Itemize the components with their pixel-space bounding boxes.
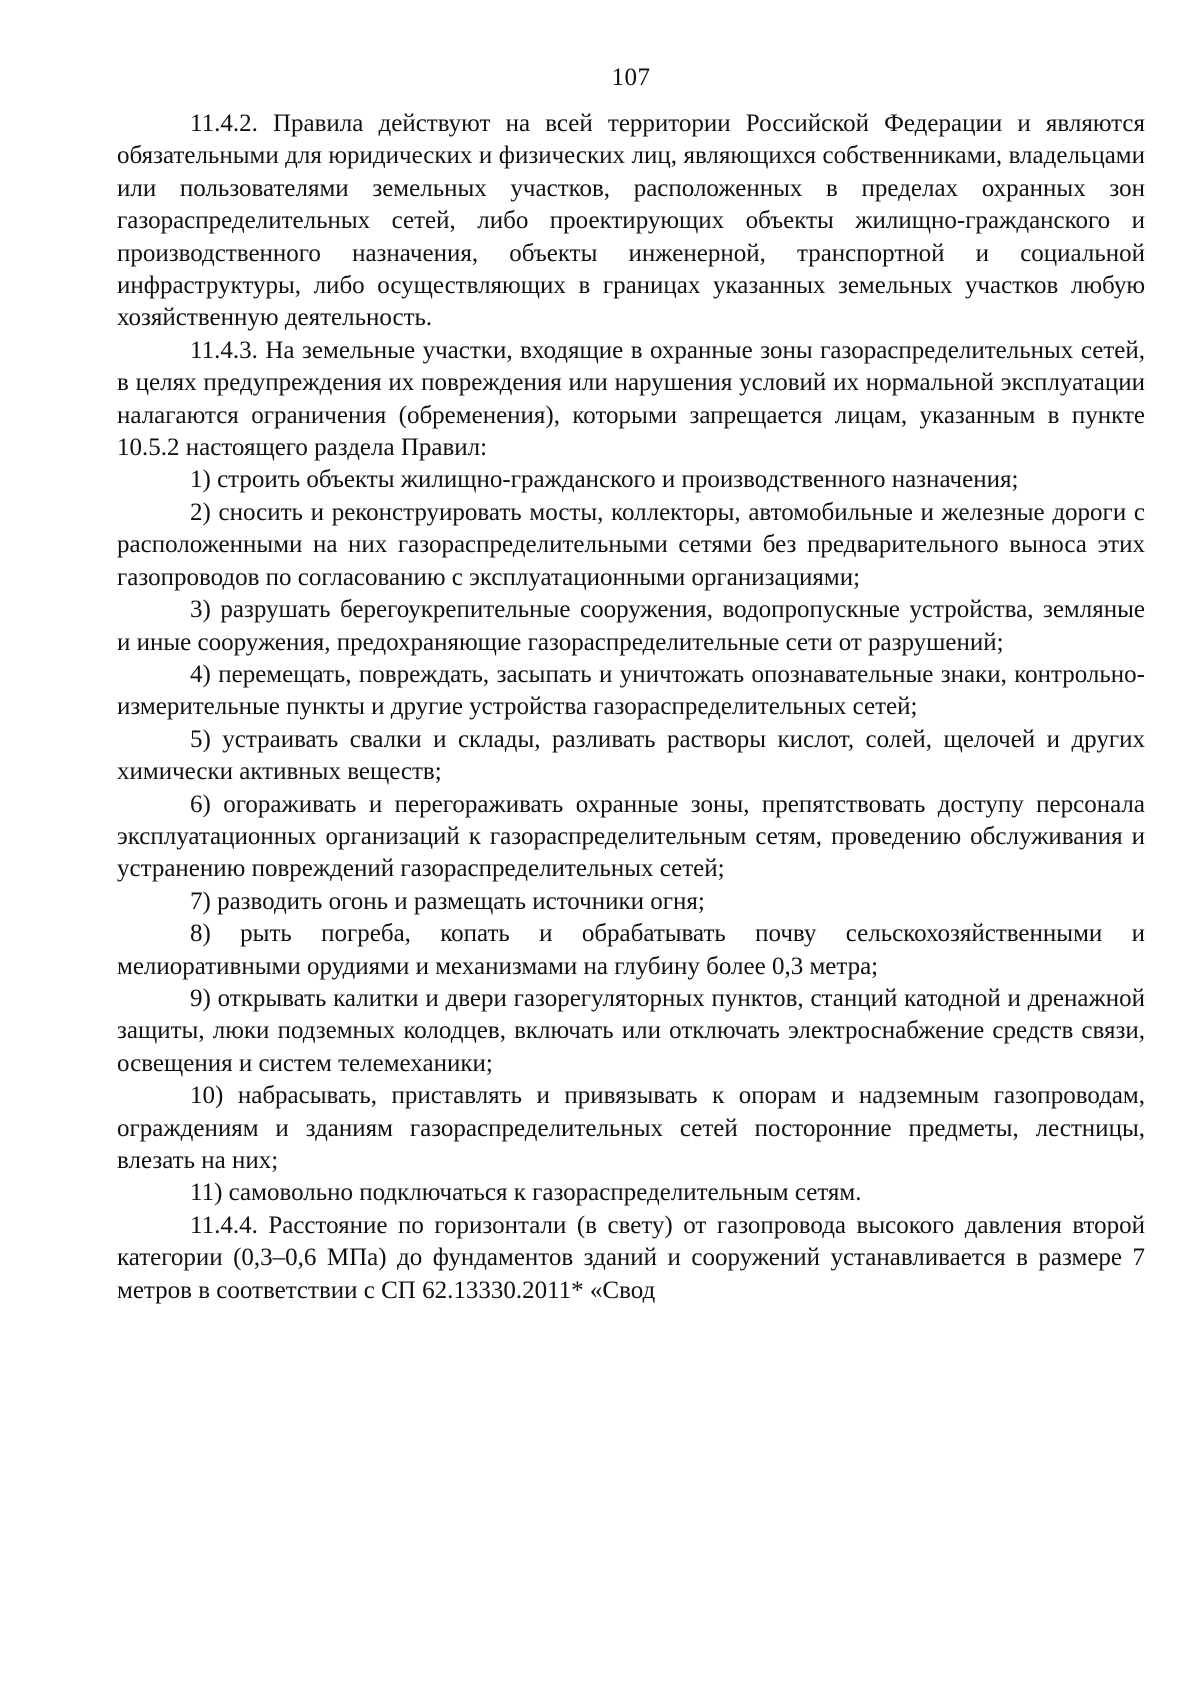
list-item-5: 5) устраивать свалки и склады, разливать растворы кислот, солей, щелочей и других химически активных веществ; xyxy=(117,725,1145,786)
list-item-2: 2) сносить и реконструировать мосты, коллекторы, автомобильные и железные дороги с расположенными на них газораспределительными сетями без предварительного выноса этих газопроводов по согласованию с эксплуатационными организациями; xyxy=(117,498,1145,591)
list-item-11: 11) самовольно подключаться к газораспределительным сетям. xyxy=(190,1179,862,1207)
list-item-9: 9) открывать калитки и двери газорегуляторных пунктов, станций катодной и дренажной защиты, люки подземных колодцев, включать или отключать электроснабжение средств связи, освещения и систем телемеханики; xyxy=(117,984,1145,1077)
list-item-4: 4) перемещать, повреждать, засыпать и уничтожать опознавательные знаки, контрольно-измерительные пункты и другие устройства газораспределительных сетей; xyxy=(117,660,1145,721)
list-item-3: 3) разрушать берегоукрепительные сооружения, водопропускные устройства, земляные и иные сооружения, предохраняющие газораспределительные сети от разрушений; xyxy=(117,596,1145,656)
paragraph-11-4-3: 11.4.3. На земельные участки, входящие в охранные зоны газораспределительных сетей, в целях предупреждения их повреждения или нарушения условий их нормальной эксплуатации налагаются ограничения (обременения), которыми запрещается лицам, указанным в пункте 10.5.2 настоящего раздела Правил: xyxy=(117,336,1145,462)
list-item-7: 7) разводить огонь и размещать источники огня; xyxy=(190,887,705,915)
list-item-8: 8) рыть погреба, копать и обрабатывать почву сельскохозяйственными и мелиоративными орудиями и механизмами на глубину более 0,3 метра; xyxy=(117,920,1145,980)
list-item-6: 6) огораживать и перегораживать охранные зоны, препятствовать доступу персонала эксплуатационных организаций к газораспределительным сетям, проведению обслуживания и устранению повреждений газораспределительных сетей; xyxy=(117,790,1145,883)
paragraph-11-4-2: 11.4.2. Правила действуют на всей территории Российской Федерации и являются обязательными для юридических и физических лиц, являющихся собственниками, владельцами или пользователями земельных участков, расположенных в пределах охранных зон газораспределительных сетей, либо проектирующих объекты жилищно-гражданского и производственного назначения, объекты инженерной, транспортной и социальной инфраструктуры, либо осуществляющих в границах указанных земельных участков любую хозяйственную деятельность. xyxy=(117,110,1145,332)
list-item-10: 10) набрасывать, приставлять и привязывать к опорам и надземным газопроводам, ограждениям и зданиям газораспределительных сетей посторонние предметы, лестницы, влезать на них; xyxy=(117,1082,1145,1174)
page-number: 107 xyxy=(611,64,651,91)
list-item-1: 1) строить объекты жилищно-гражданского и производственного назначения; xyxy=(190,466,1019,494)
document-page xyxy=(117,62,1145,1307)
paragraph-11-4-4: 11.4.4. Расстояние по горизонтали (в свету) от газопровода высокого давления второй категории (0,3–0,6 МПа) до фундаментов зданий и сооружений устанавливается в размере 7 метров в соответствии с СП 62.13330.2011* «Свод xyxy=(117,1211,1145,1304)
